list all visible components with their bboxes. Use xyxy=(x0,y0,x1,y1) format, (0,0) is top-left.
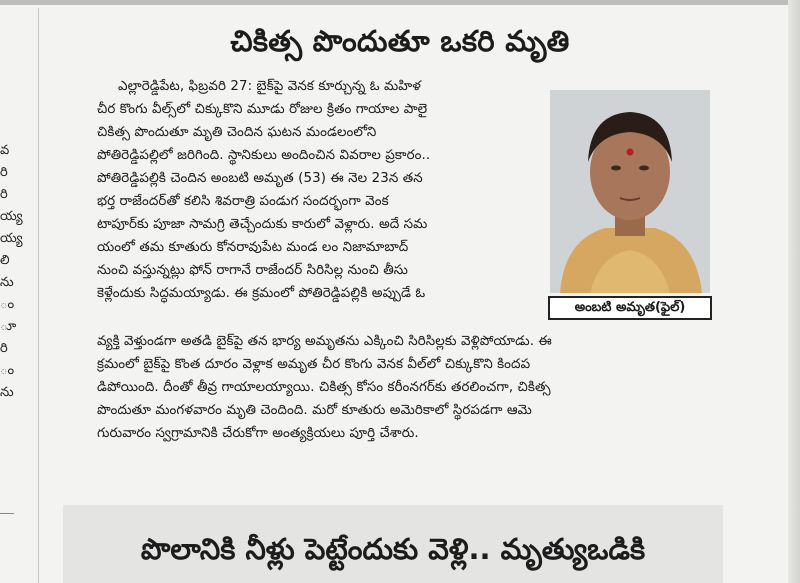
article-line: పొందుతూ మంగళవారం మృతి చెందింది. మరో కూతురు అమెరికాలో స్థిరపడగా ఆమె xyxy=(97,403,532,418)
left-fragment: లి xyxy=(0,253,10,268)
portrait-photo xyxy=(550,90,710,293)
article-line: భర్త రాజేందర్‌తో కలిసి శివరాత్రి పండుగ సందర్భంగా వెంక xyxy=(97,194,389,209)
left-rule xyxy=(0,513,14,514)
left-fragment: ను xyxy=(0,385,14,400)
column-divider xyxy=(38,8,39,583)
left-fragment: య్య xyxy=(0,231,23,246)
left-fragment: ూ xyxy=(0,319,17,334)
photo-caption: అంబటి అమృత(ఫైల్) xyxy=(548,296,712,320)
top-rule xyxy=(0,0,800,5)
left-fragment: వ xyxy=(0,143,10,158)
article-line: యంలో తమ కూతురు కోనరావుపేట మండ లం నిజామాబాద్ xyxy=(97,240,409,255)
left-fragment: ను xyxy=(0,275,14,290)
page-edge-shadow xyxy=(788,0,800,583)
article-line: పోతిరెడ్డిపల్లిలో జరిగింది. స్థానికులు అందించిన వివరాల ప్రకారం.. xyxy=(97,148,431,163)
article-line: చీర కొంగు వీల్స్‌లో చిక్కుకొని మూడు రోజుల క్రితం గాయాల పాలై xyxy=(97,102,428,117)
article-line: కెళ్లేందుకు సిద్ధమయ్యాడు. ఈ క్రమంలో పోతిరెడ్డిపల్లికి అప్పుడే ఓ xyxy=(97,286,426,301)
article-line: టాపూర్‌కు పూజా సామగ్రి తెచ్చేందుకు కారులో వెళ్లారు. అదే సమ xyxy=(97,217,428,232)
left-fragment: రి xyxy=(0,341,8,356)
article-line: ఎల్లారెడ్డిపేట, ఫిబ్రవరి 27: బైక్‌పై వెనక కూర్చున్న ఓ మహిళ xyxy=(118,79,422,94)
adjacent-column-fragment xyxy=(0,140,23,470)
next-article-headline: పొలానికి నీళ్లు పెట్టేందుకు వెళ్లి.. మృత్యుఒడికి xyxy=(140,532,646,566)
article-headline: చికిత్స పొందుతూ ఒకరి మృతి xyxy=(230,24,570,58)
article-line: వ్యక్తి వెళ్తుండగా అతడి బైక్‌పై తన భార్య అమృతను ఎక్కించి సిరిసిల్లకు వెళ్లిపోయాడు. ఈ xyxy=(97,334,552,349)
article-line: గురువారం స్వగ్రామానికి చేరుకోగా అంత్యక్రియలు పూర్తి చేశారు. xyxy=(97,426,419,441)
article-line: క్రమంలో బైక్‌పై కొంత దూరం వెళ్లాక అమృత చీర కొంగు వెనక వీల్‌లో చిక్కుకొని కిందప xyxy=(97,357,531,372)
left-fragment: య్య xyxy=(0,209,23,224)
left-fragment: రి xyxy=(0,187,8,202)
article-line: డిపోయింది. దీంతో తీవ్ర గాయాలయ్యాయి. చికిత్స కోసం కరీంనగర్‌కు తరలించగా, చికిత్స xyxy=(97,380,551,395)
article-line: పోతిరెడ్డిపల్లికి చెందిన అంబటి అమృత (53) ఈ నెల 23న తన xyxy=(97,171,423,186)
article-line: చికిత్స పొందుతూ మృతి చెందిన ఘటన మండలంలోని xyxy=(97,125,377,140)
left-fragment: ం xyxy=(0,297,15,312)
article-line: నుంచి వస్తున్నట్లు ఫోన్ రాగానే రాజేందర్ సిరిసిల్ల నుంచి తీసు xyxy=(97,263,408,278)
left-fragment: రి xyxy=(0,165,8,180)
left-fragment: ం xyxy=(0,363,15,378)
